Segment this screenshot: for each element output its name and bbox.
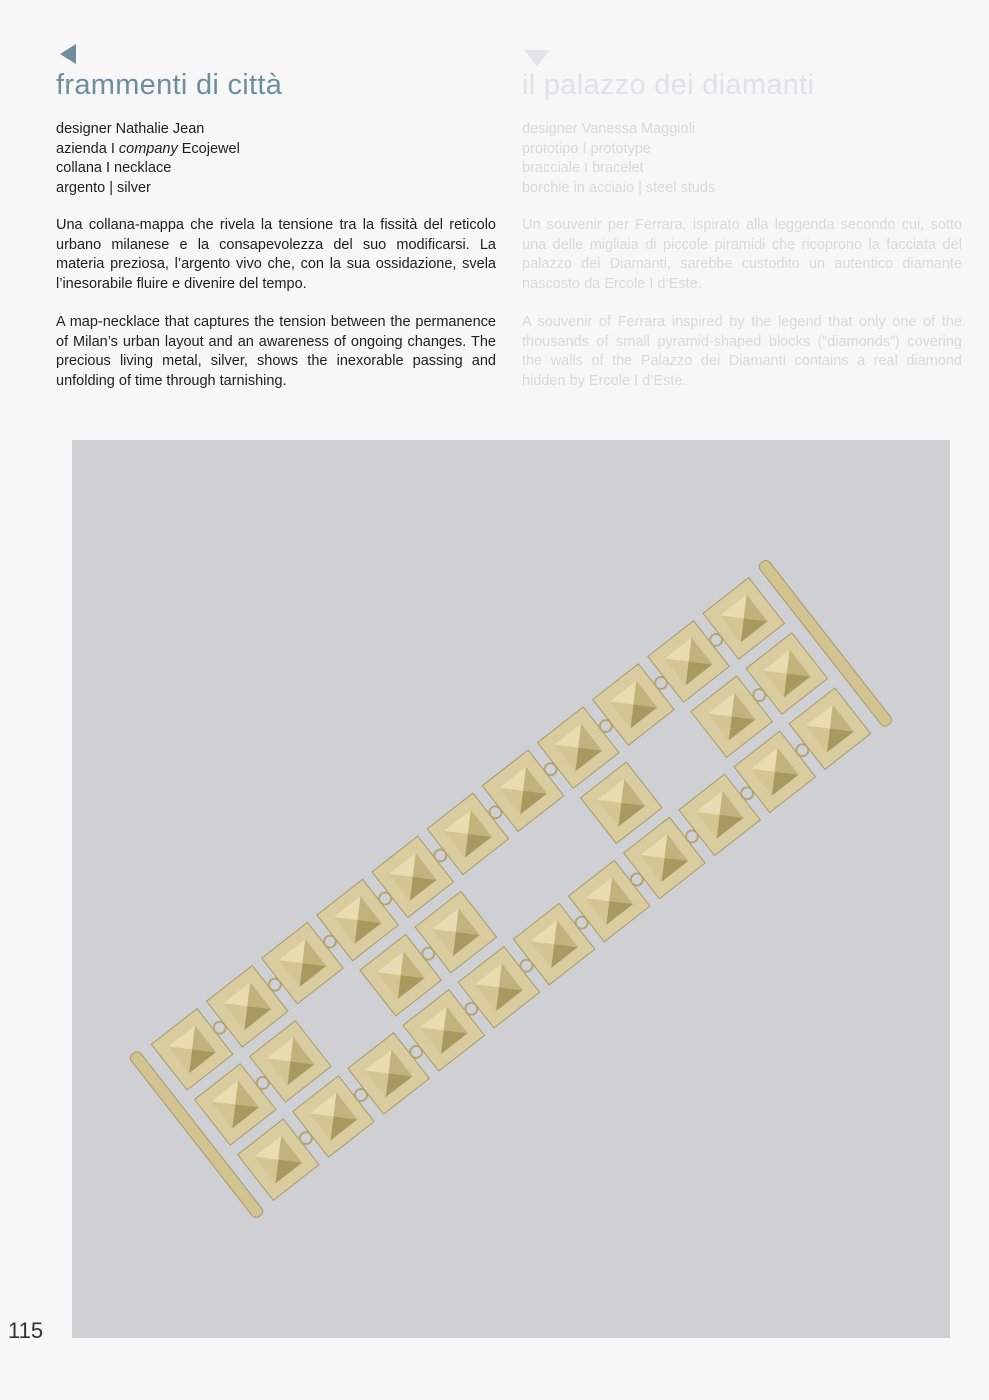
description-english: A map-necklace that captures the tension between the permanence of Milan’s urban layout and an awareness of ongoing changes. The precious living metal, silver, shows the inexorable passing and unfolding of time through tarnishing.: [56, 314, 496, 389]
company-line: [56, 140, 496, 160]
material-line: borchie in acciaio | steel studs: [522, 179, 716, 196]
pyramid-stud: [746, 633, 827, 714]
page-title-right: il palazzo dei diamanti: [522, 69, 815, 101]
left-triangle-icon: [56, 40, 78, 68]
pyramid-stud: [194, 1064, 275, 1145]
credits-right: [522, 120, 962, 198]
pyramid-stud: [238, 1119, 319, 1200]
pyramid-stud: [427, 793, 508, 874]
pyramid-stud: [593, 664, 674, 745]
pyramid-stud: [360, 934, 441, 1015]
pyramid-stud: [569, 860, 650, 941]
pyramid-stud: [513, 903, 594, 984]
pyramid-stud: [581, 762, 662, 843]
page-number: 115: [8, 1318, 44, 1343]
pyramid-stud: [293, 1076, 374, 1157]
description-italian: Una collana-mappa che rivela la tensione tra la fissità del reticolo urbano milanese e la consapevolezza del suo modificarsi. La materia preziosa, l’argento vivo che, con la sua ossidazione, svela l’inesorabile fluire e divenire del tempo.: [56, 217, 496, 292]
pyramid-stud: [789, 688, 870, 769]
pyramid-stud: [624, 817, 705, 898]
pyramid-stud: [415, 891, 496, 972]
pyramid-stud: [679, 774, 760, 855]
credits-left: [56, 120, 496, 198]
pyramid-stud: [372, 836, 453, 917]
material-line: argento | silver: [56, 179, 151, 196]
pyramid-stud: [691, 676, 772, 757]
pyramid-stud: [703, 578, 784, 659]
type-line-2: bracciale I bracelet: [522, 160, 644, 176]
pyramid-stud: [482, 750, 563, 831]
pyramid-stud: [207, 966, 288, 1047]
company-italic: company: [118, 140, 178, 157]
designer-line: designer Vanessa Maggioli: [522, 121, 696, 137]
company-name: Ecojewel: [177, 140, 240, 157]
pyramid-stud: [262, 922, 343, 1003]
company-prefix: azienda I: [56, 140, 119, 157]
down-triangle-icon: [522, 40, 552, 68]
description-italian: Un souvenir per Ferrara, ispirato alla leggenda secondo cui, sotto una delle migliaia di piccole piramidi che ricoprono la facciata del palazzo dei Diamanti, sarebbe custodito un autentico diamante nascosto da Ercole I d’Este.: [522, 217, 962, 292]
pyramid-stud: [250, 1021, 331, 1102]
pyramid-stud: [403, 990, 484, 1071]
pyramid-stud: [648, 621, 729, 702]
type-line-1: prototipo I prototype: [522, 140, 651, 157]
description-english: A souvenir of Ferrara inspired by the legend that only one of the thousands of small pyramid-shaped blocks (“diamonds”) covering the walls of the Palazzo dei Diamanti contains a real diamond hidden by Ercole I d’Este.: [522, 314, 962, 389]
pyramid-stud: [458, 947, 539, 1028]
designer-line: designer Nathalie Jean: [56, 121, 205, 137]
pyramid-stud-bracelet-image: [72, 440, 950, 1338]
right-column: [522, 40, 962, 391]
pyramid-stud: [151, 1009, 232, 1090]
bracelet-photo: [72, 440, 950, 1338]
type-line: collana I necklace: [56, 160, 172, 176]
pyramid-stud: [538, 707, 619, 788]
pyramid-stud: [317, 879, 398, 960]
page-title-left: frammenti di città: [56, 69, 283, 101]
pyramid-stud: [348, 1033, 429, 1114]
left-column: [56, 40, 496, 391]
pyramid-stud: [734, 731, 815, 812]
